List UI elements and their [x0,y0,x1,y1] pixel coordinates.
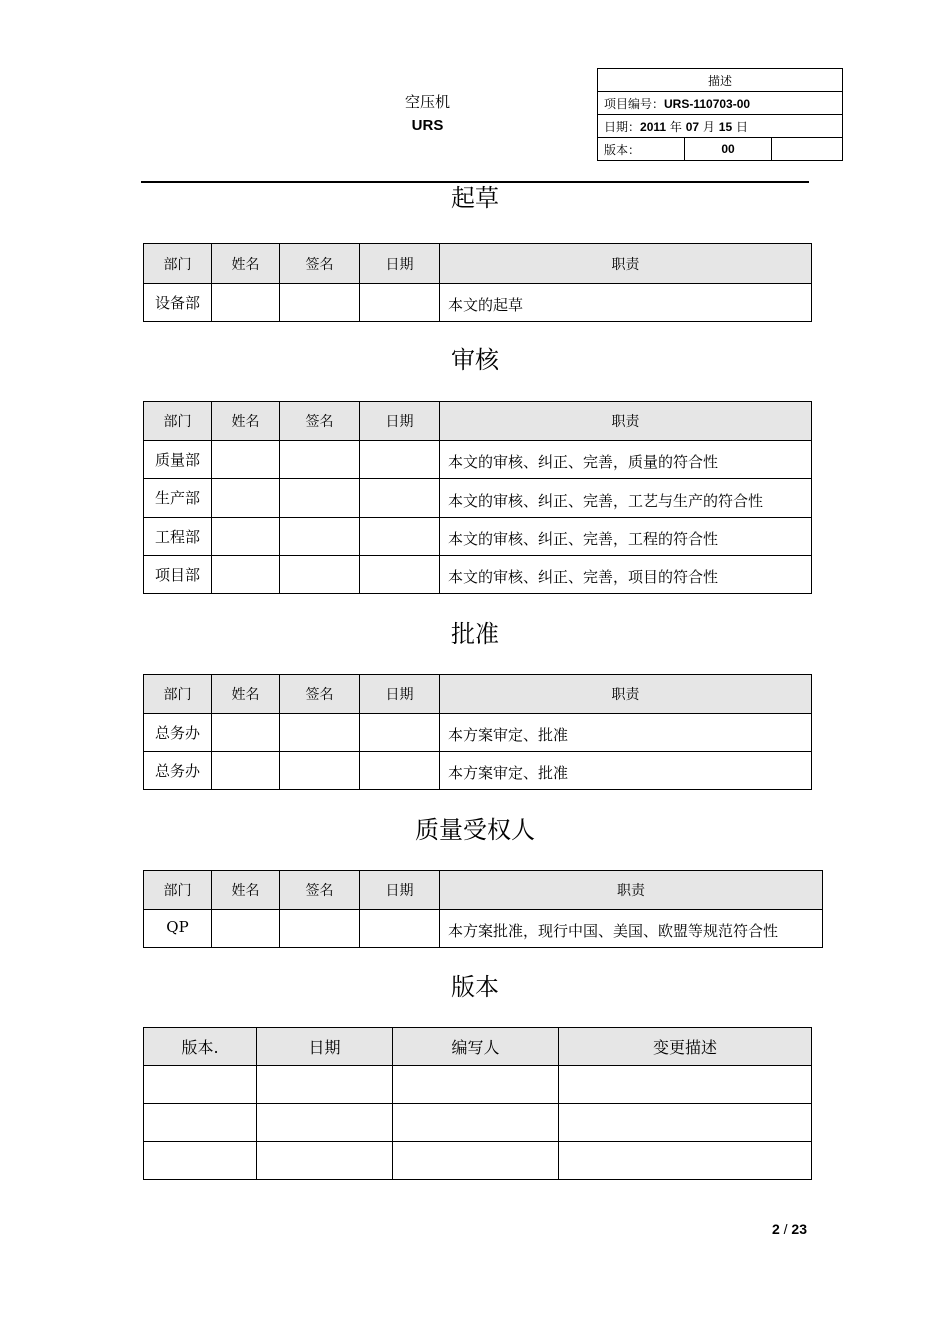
table-row [144,441,812,479]
dept-cell: 总务办 [144,752,212,790]
date-month: 07 [685,119,700,134]
page-number [700,1221,807,1237]
doc-type: URS [411,117,444,134]
date-cell[interactable] [360,556,440,594]
section-title-version: 版本 [451,973,499,1001]
page-current: 2 [771,1221,780,1237]
duty-cell: 本方案审定、批准 [440,752,812,790]
col-name: 姓名 [212,402,280,441]
date-cell[interactable] [360,479,440,518]
col-sign: 签名 [280,871,360,910]
name-cell[interactable] [212,441,280,479]
name-cell[interactable] [212,479,280,518]
table-row [144,714,812,752]
sign-cell[interactable] [280,284,360,322]
duty-cell: 本文的审核、纠正、完善，项目的符合性 [440,556,812,594]
col-author: 编写人 [393,1028,559,1066]
date-cell[interactable] [360,518,440,556]
dept-cell: 生产部 [144,479,212,518]
col-duty: 职责 [440,871,823,910]
date-day: 15 [718,119,733,134]
date-cell[interactable] [257,1066,393,1104]
project-label: 项目编号： [604,96,665,111]
meta-title: 描述 [598,69,843,92]
dept-cell: 质量部 [144,441,212,479]
date-cell[interactable] [360,714,440,752]
date-cell[interactable] [360,284,440,322]
name-cell[interactable] [212,714,280,752]
col-change: 变更描述 [559,1028,812,1066]
dept-cell: 总务办 [144,714,212,752]
date-cell[interactable] [257,1104,393,1142]
change-cell[interactable] [559,1066,812,1104]
table-row [144,1142,812,1180]
version-cell[interactable] [144,1104,257,1142]
col-name: 姓名 [212,244,280,284]
meta-date [598,115,843,138]
table-version [143,1027,812,1180]
table-approve [143,674,812,790]
author-cell[interactable] [393,1142,559,1180]
duty-cell: 本方案审定、批准 [440,714,812,752]
name-cell[interactable] [212,284,280,322]
table-row [144,1104,812,1142]
name-cell[interactable] [212,752,280,790]
dept-cell: 工程部 [144,518,212,556]
version-cell[interactable] [144,1142,257,1180]
col-date: 日期 [360,244,440,284]
duty-cell: 本方案批准，现行中国、美国、欧盟等规范符合性 [440,910,823,948]
section-title-qp: 质量受权人 [415,816,535,844]
duty-cell: 本文的审核、纠正、完善，工艺与生产的符合性 [440,479,812,518]
col-duty: 职责 [440,402,812,441]
col-name: 姓名 [212,871,280,910]
col-sign: 签名 [280,675,360,714]
name-cell[interactable] [212,518,280,556]
month-unit: 月 [702,119,715,134]
date-cell[interactable] [257,1142,393,1180]
sign-cell[interactable] [280,441,360,479]
name-cell[interactable] [212,910,280,948]
col-duty: 职责 [440,675,812,714]
date-cell[interactable] [360,441,440,479]
sign-cell[interactable] [280,714,360,752]
version-number: 00 [721,142,735,156]
col-dept: 部门 [144,402,212,441]
col-date: 日期 [360,871,440,910]
date-year: 2011 [640,119,667,134]
section-title-draft: 起草 [451,184,499,212]
version-cell[interactable] [144,1066,257,1104]
page-separator: / [783,1221,788,1237]
author-cell[interactable] [393,1104,559,1142]
table-qp [143,870,823,948]
sign-cell[interactable] [280,479,360,518]
col-dept: 部门 [144,244,212,284]
project-value: URS-110703-00 [664,96,751,111]
day-unit: 日 [735,119,748,134]
sign-cell[interactable] [280,752,360,790]
col-name: 姓名 [212,675,280,714]
date-cell[interactable] [360,752,440,790]
section-title-review: 审核 [451,346,499,374]
duty-cell: 本文的审核、纠正、完善，工程的符合性 [440,518,812,556]
col-dept: 部门 [144,871,212,910]
meta-box [597,68,843,161]
sign-cell[interactable] [280,556,360,594]
change-cell[interactable] [559,1104,812,1142]
dept-cell: 项目部 [144,556,212,594]
date-cell[interactable] [360,910,440,948]
sign-cell[interactable] [280,910,360,948]
section-title-approve: 批准 [451,620,499,648]
col-sign: 签名 [280,244,360,284]
sign-cell[interactable] [280,518,360,556]
author-cell[interactable] [393,1066,559,1104]
col-date: 日期 [360,675,440,714]
table-row [144,479,812,518]
col-duty: 职责 [440,244,812,284]
version-blank [772,138,843,161]
table-draft [143,243,812,322]
table-row [144,556,812,594]
col-version: 版本. [144,1028,257,1066]
table-row [144,284,812,322]
year-unit: 年 [669,119,682,134]
table-row [144,518,812,556]
name-cell[interactable] [212,556,280,594]
duty-cell: 本文的审核、纠正、完善，质量的符合性 [440,441,812,479]
col-ver-date: 日期 [257,1028,393,1066]
version-value [685,138,772,161]
col-dept: 部门 [144,675,212,714]
col-date: 日期 [360,402,440,441]
duty-cell: 本文的起草 [440,284,812,322]
doc-subject: 空压机 [404,93,450,111]
version-label: 版本： [598,138,685,161]
page-total: 23 [791,1221,807,1237]
table-row [144,910,823,948]
date-label: 日期： [604,119,641,134]
table-row [144,752,812,790]
table-row [144,1066,812,1104]
change-cell[interactable] [559,1142,812,1180]
dept-cell: QP [144,910,212,948]
dept-cell: 设备部 [144,284,212,322]
meta-project [598,92,843,115]
table-review [143,401,812,594]
col-sign: 签名 [280,402,360,441]
